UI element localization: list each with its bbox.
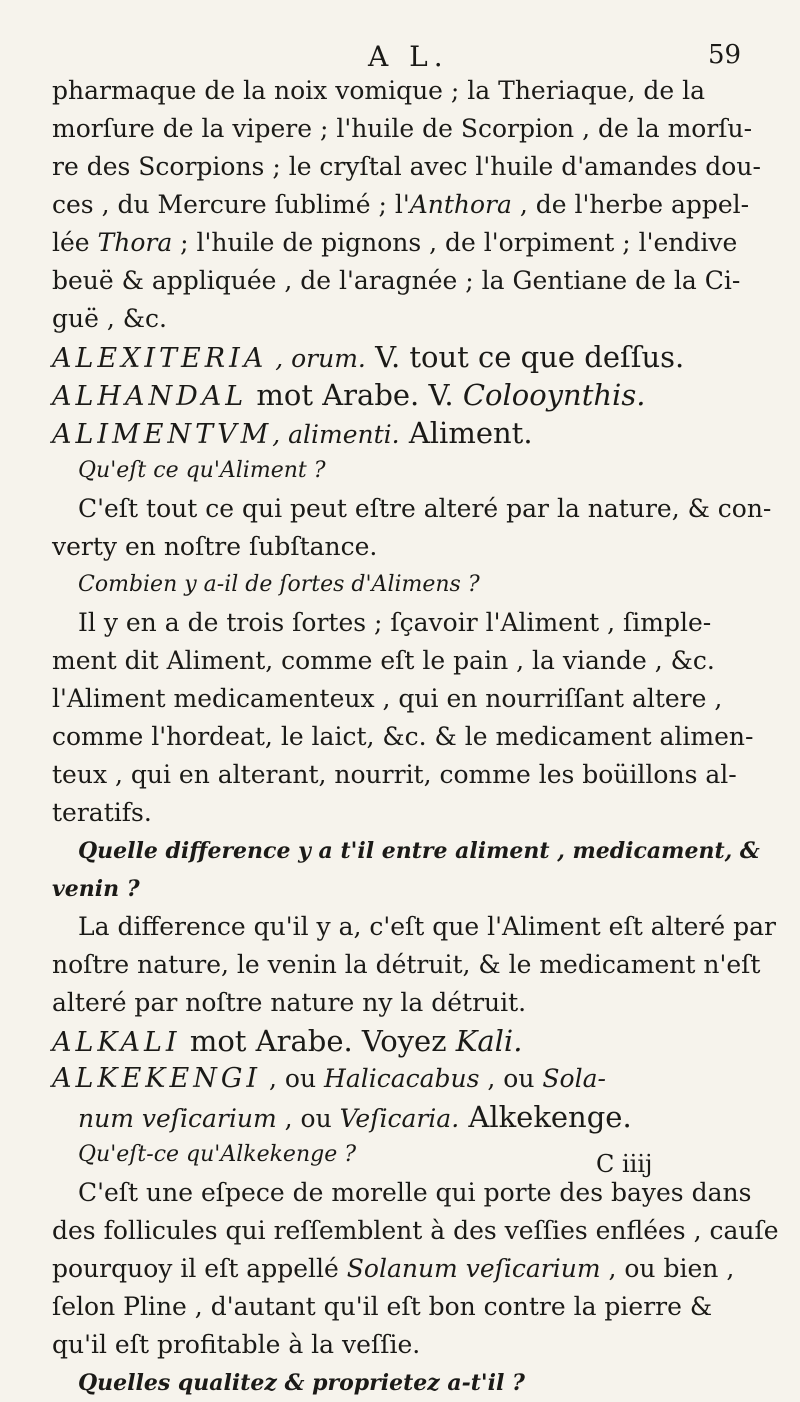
answer-line: verty en noſtre ſubſtance. <box>52 532 378 561</box>
answer-line: teratifs. <box>52 798 152 827</box>
entry-genitive: , alimenti. <box>272 420 400 449</box>
text-line: re des Scorpions ; le cryſtal avec l'huile d'amandes dou- <box>52 152 761 181</box>
answer-line: des follicules qui reſſemblent à des veſſies enflées , cauſe <box>52 1216 779 1245</box>
text-run: , ou <box>261 1064 325 1093</box>
text-run: , ou bien , <box>600 1254 735 1283</box>
question: Combien y a-il de ſortes d'Alimens ? <box>78 572 480 597</box>
entry-crossref: Kali. <box>455 1024 523 1058</box>
entry-alkali <box>52 1022 742 1060</box>
text-line: guë , &c. <box>52 304 167 333</box>
synonym: Veſicaria. <box>339 1104 460 1133</box>
answer-line: alteré par noſtre nature ny la détruit. <box>52 988 527 1017</box>
entry-crossref: Colooynthis. <box>462 378 646 412</box>
text-run: , ou <box>479 1064 543 1093</box>
question: Qu'eſt ce qu'Aliment ? <box>78 458 326 483</box>
question: Qu'eſt-ce qu'Alkekenge ? <box>78 1142 357 1167</box>
signature-mark: C iiij <box>596 1150 653 1178</box>
answer-line: l'Aliment medicamenteux , qui en nourriſſant altere , <box>52 684 723 713</box>
entry-definition: mot Arabe. V. <box>247 378 463 412</box>
answer-line: C'eſt tout ce qui peut eſtre alteré par la nature, & con- <box>78 494 772 523</box>
italic-term: Solanum veſicarium <box>346 1254 601 1283</box>
synonym: Halicacabus <box>324 1064 480 1093</box>
entry-alkekengi <box>52 1060 742 1098</box>
entry-alexiteria <box>52 338 742 376</box>
page-body <box>52 72 779 1402</box>
answer-line: La difference qu'il y a, c'eſt que l'Aliment eſt alteré par <box>78 912 776 941</box>
entry-genitive: , orum. <box>267 344 366 373</box>
text-run: ; l'huile de pignons , de l'orpiment ; l'endive <box>172 228 738 257</box>
question: Quelle difference y a t'il entre aliment , medicament, & <box>78 838 760 864</box>
header-title: A L. <box>368 40 449 73</box>
italic-term: Thora <box>97 228 173 257</box>
text-line: morſure de la vipere ; l'huile de Scorpion , de la morſu- <box>52 114 753 143</box>
synonym: num veſicarium <box>78 1104 277 1133</box>
entry-definition: Alkekenge. <box>459 1100 632 1134</box>
answer-line: comme l'hordeat, le laict, &c. & le medicament alimen- <box>52 722 754 751</box>
question: venin ? <box>52 876 140 902</box>
entry-headword: ALIMENTVM <box>52 419 273 450</box>
answer-line: Il y en a de trois ſortes ; ſçavoir l'Aliment , ſimple- <box>78 608 712 637</box>
answer-line: qu'il eſt profitable à la veſſie. <box>52 1330 421 1359</box>
entry-headword: ALEXITERIA <box>52 343 268 374</box>
text-run: , ou <box>276 1104 340 1133</box>
entry-definition: Aliment. <box>399 416 533 450</box>
text-run: , de l'herbe appel- <box>511 190 750 219</box>
entry-headword: ALHANDAL <box>52 381 248 412</box>
entry-alhandal <box>52 376 742 414</box>
entry-definition: mot Arabe. Voyez <box>180 1024 456 1058</box>
synonym: Sola- <box>542 1064 606 1093</box>
question: Quelles qualitez & proprietez a-t'il ? <box>78 1370 525 1396</box>
text-line: pharmaque de la noix vomique ; la Theriaque, de la <box>52 76 706 105</box>
answer-line: C'eſt une eſpece de morelle qui porte des bayes dans <box>78 1178 752 1207</box>
text-run: pourquoy il eſt appellé <box>52 1254 347 1283</box>
answer-line: ſelon Pline , d'autant qu'il eſt bon contre la pierre & <box>52 1292 713 1321</box>
page-number: 59 <box>708 40 742 70</box>
text-run: ces , du Mercure ſublimé ; l' <box>52 190 410 219</box>
answer-line: ment dit Aliment, comme eſt le pain , la viande , &c. <box>52 646 715 675</box>
entry-alimentum <box>52 414 742 452</box>
entry-headword: ALKALI <box>52 1027 181 1058</box>
answer-line <box>52 1250 742 1288</box>
text-line <box>52 224 742 262</box>
italic-term: Anthora <box>409 190 512 219</box>
entry-definition: V. tout ce que deſſus. <box>365 340 685 374</box>
entry-headword: ALKEKENGI <box>52 1063 262 1094</box>
text-line <box>52 186 750 224</box>
answer-line: teux , qui en alterant, nourrit, comme les boüillons al- <box>52 760 737 789</box>
entry-alkekengi-cont <box>52 1098 742 1136</box>
text-run: lée <box>52 228 98 257</box>
text-line: beuë & appliquée , de l'aragnée ; la Gentiane de la Ci- <box>52 266 741 295</box>
answer-line: noſtre nature, le venin la détruit, & le medicament n'eſt <box>52 950 761 979</box>
